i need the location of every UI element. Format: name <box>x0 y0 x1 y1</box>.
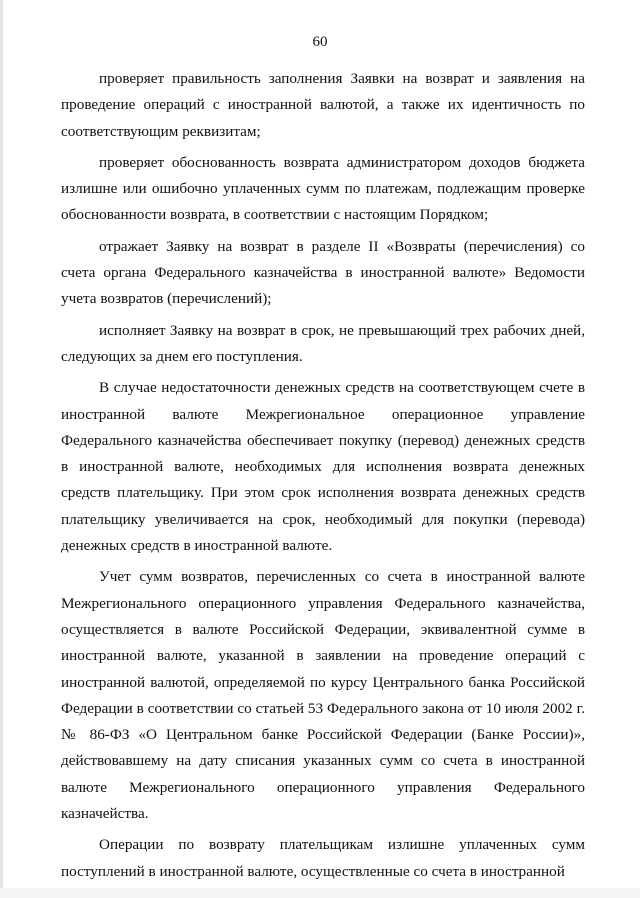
document-body <box>61 66 585 885</box>
paragraph-execute-request: исполняет Заявку на возврат в срок, не превышающий трех рабочих дней, следующих за днем его поступления. <box>61 321 585 365</box>
paragraph-record-request: отражает Заявку на возврат в разделе II «Возвраты (перечисления) со счета органа Федерального казначейства в иностранной валюте» Ведомости учета возвратов (перечислений); <box>61 237 585 308</box>
paragraph-check-validity: проверяет обоснованность возврата администратором доходов бюджета излишне или ошибочно уплаченных сумм по платежам, подлежащим проверке обоснованности возврата, в соответствии с настоящим Порядком; <box>61 153 585 224</box>
scan-edge-left <box>0 0 3 898</box>
page-number: 60 <box>312 34 328 50</box>
paragraph-accounting-returns: Учет сумм возвратов, перечисленных со счета в иностранной валюте Межрегионального операционного управления Федерального казначейства, осуществляется в валюте Российской Федерации, эквивалентной сумме в иностранной валюте, указанной в заявлении на проведение операций с иностранной валютой, определяемой по курсу Центрального банка Российской Федерации в соответствии со статьей 53 Федерального закона от 10 июля 2002 г. № 86-ФЗ «О Центральном банке Российской Федерации (Банке России)», действовавшему на дату списания указанных сумм со счета в иностранной валюте Межрегионального операционного управления Федерального казначейства. <box>61 568 585 823</box>
scan-edge-bottom <box>0 888 640 898</box>
paragraph-check-correctness: проверяет правильность заполнения Заявки на возврат и заявления на проведение операций с иностранной валютой, а также их идентичность по соответствующим реквизитам; <box>61 70 585 140</box>
paragraph-insufficient-funds: В случае недостаточности денежных средств на соответствующем счете в иностранной валюте Межрегиональное операционное управление Федерального казначейства обеспечивает покупку (перевод) денежных средств в иностранной валюте, необходимых для исполнения возврата денежных средств плательщику. При этом срок исполнения возврата денежных средств плательщику увеличивается на срок, необходимый для покупки (перевода) денежных средств в иностранной валюте. <box>61 379 585 555</box>
paragraph-return-operations: Операции по возврату плательщикам излишне уплаченных сумм поступлений в иностранной валюте, осуществленные со счета в иностранной <box>61 836 585 880</box>
